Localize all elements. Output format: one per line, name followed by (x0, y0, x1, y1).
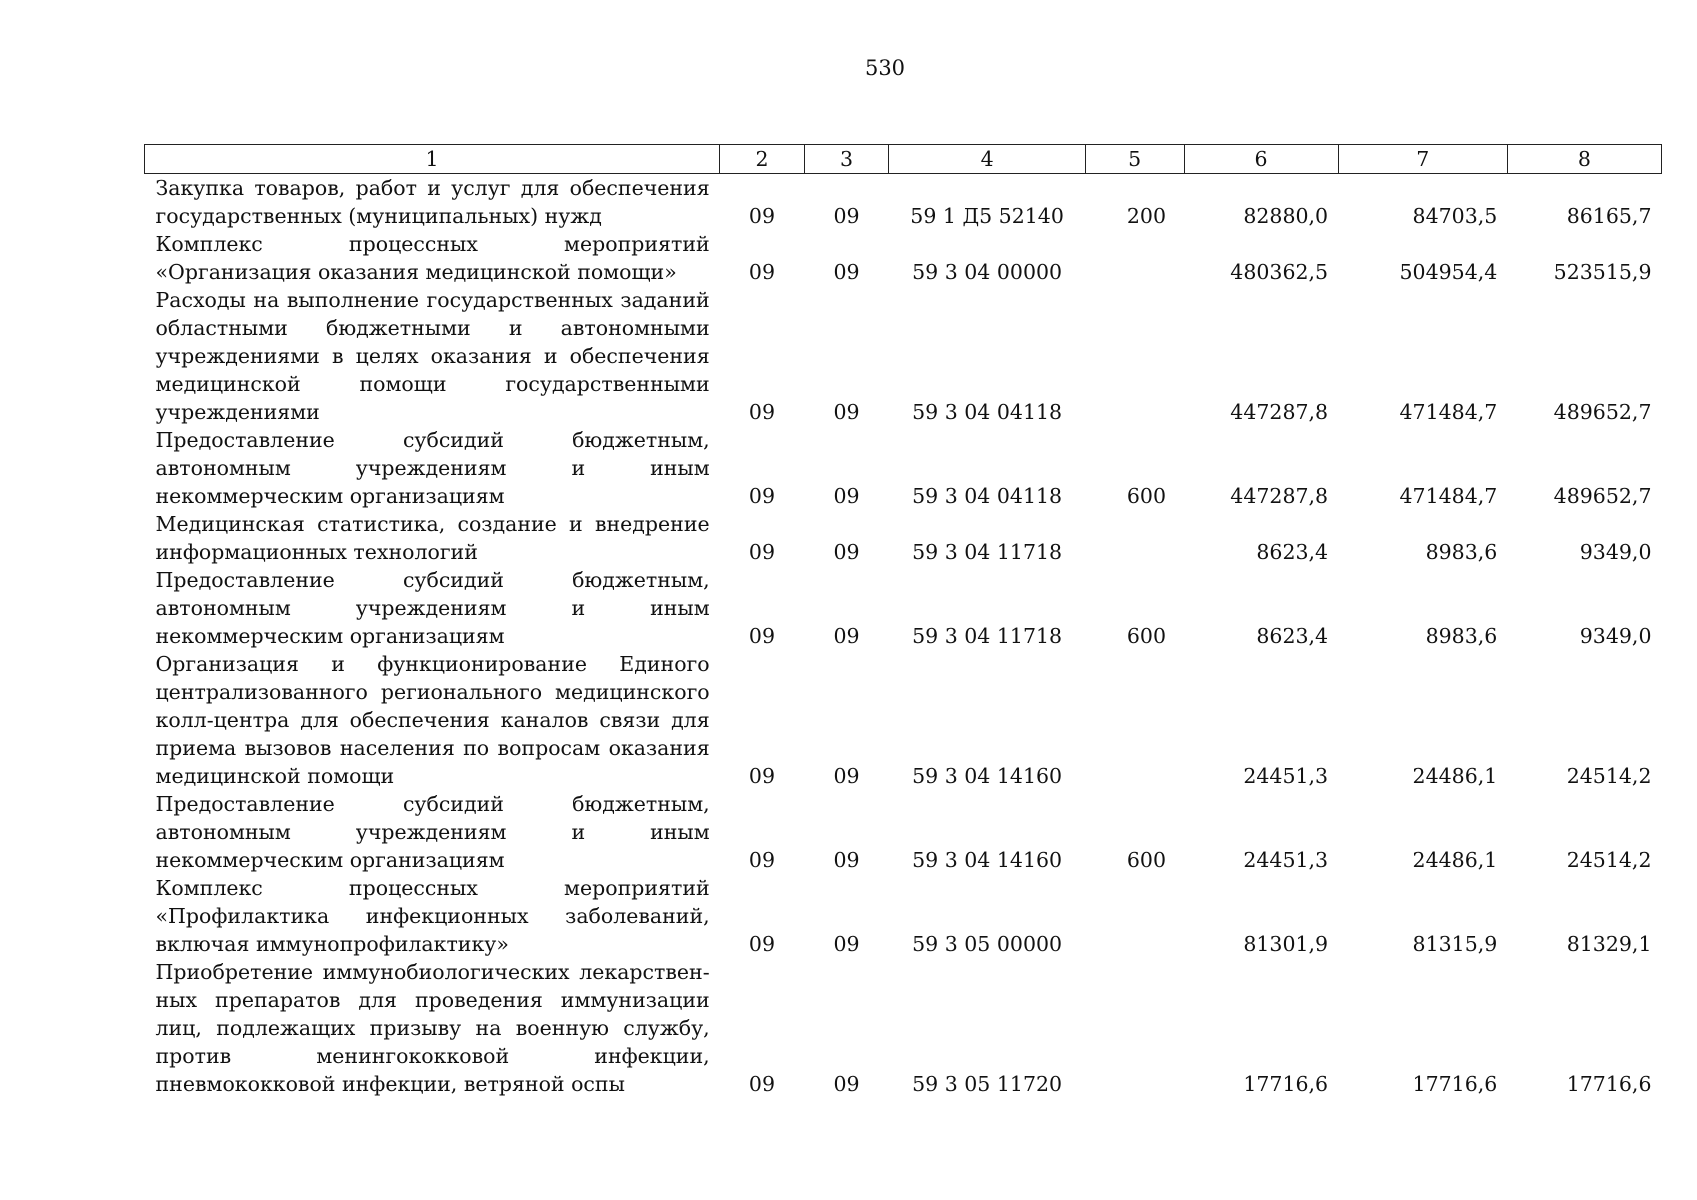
row-expense-type (1085, 874, 1184, 958)
column-header: 1 (145, 145, 720, 174)
row-name: Закупка товаров, работ и услуг для обеспечения государственных (муниципальных) нужд (155, 176, 710, 228)
row-amount-3: 86165,7 (1566, 204, 1652, 228)
row-section: 09 (748, 932, 775, 956)
row-amount-1: 17716,6 (1243, 1072, 1329, 1096)
row-section: 09 (748, 204, 775, 228)
row-amount-2: 84703,5 (1412, 204, 1498, 228)
table-row (145, 566, 1662, 650)
row-subsection: 09 (833, 932, 860, 956)
table-row (145, 230, 1662, 286)
row-name: Предоставление субсидий бюджетным, автономным учреждениям и иным некоммерческим организациям (155, 428, 710, 508)
row-section: 09 (748, 540, 775, 564)
row-target-item: 59 3 04 00000 (912, 260, 1063, 284)
row-amount-2: 504954,4 (1399, 260, 1498, 284)
row-subsection: 09 (833, 1072, 860, 1096)
row-target-item: 59 3 04 04118 (912, 484, 1063, 508)
table-row (145, 174, 1662, 231)
row-target-item: 59 3 04 11718 (912, 540, 1063, 564)
row-amount-1: 8623,4 (1256, 540, 1329, 564)
column-header: 6 (1184, 145, 1338, 174)
row-amount-1: 24451,3 (1243, 764, 1329, 788)
row-expense-type: 600 (1126, 848, 1166, 872)
row-subsection: 09 (833, 848, 860, 872)
row-amount-2: 24486,1 (1412, 764, 1498, 788)
row-amount-1: 447287,8 (1230, 400, 1329, 424)
row-amount-2: 17716,6 (1412, 1072, 1498, 1096)
row-amount-3: 81329,1 (1566, 932, 1652, 956)
row-amount-3: 489652,7 (1553, 400, 1652, 424)
column-header: 7 (1338, 145, 1507, 174)
row-amount-3: 9349,0 (1579, 624, 1652, 648)
row-target-item: 59 3 05 00000 (912, 932, 1063, 956)
row-section: 09 (748, 484, 775, 508)
row-target-item: 59 1 Д5 52140 (910, 204, 1064, 228)
row-subsection: 09 (833, 204, 860, 228)
row-amount-3: 17716,6 (1566, 1072, 1652, 1096)
row-name: Предоставление субсидий бюджетным, автономным учреждениям и иным некоммерческим организациям (155, 568, 710, 648)
row-amount-3: 523515,9 (1553, 260, 1652, 284)
row-amount-1: 8623,4 (1256, 624, 1329, 648)
table-row (145, 790, 1662, 874)
row-name: Медицинская статистика, создание и внедрение информационных технологий (155, 512, 710, 564)
row-name: Предоставление субсидий бюджетным, автономным учреждениям и иным некоммерческим организациям (155, 792, 710, 872)
row-name: Организация и функционирование Единого централизованного регионального медицинского колл-центра для обеспечения каналов связи для приема вызовов населения по вопросам оказания медицинской помощи (155, 652, 710, 788)
table-row (145, 650, 1662, 790)
row-name: Комплекс процессных мероприятий «Профилактика инфекционных заболеваний, включая иммунопрофилактику» (155, 876, 710, 956)
table-header-row (145, 145, 1662, 174)
row-subsection: 09 (833, 484, 860, 508)
row-amount-1: 480362,5 (1230, 260, 1329, 284)
row-amount-3: 489652,7 (1553, 484, 1652, 508)
table-row (145, 874, 1662, 958)
row-target-item: 59 3 04 04118 (912, 400, 1063, 424)
row-amount-3: 24514,2 (1566, 764, 1652, 788)
column-header: 5 (1085, 145, 1184, 174)
row-section: 09 (748, 400, 775, 424)
row-expense-type (1085, 650, 1184, 790)
table-row (145, 958, 1662, 1098)
row-subsection: 09 (833, 624, 860, 648)
column-header: 4 (889, 145, 1085, 174)
row-section: 09 (748, 260, 775, 284)
row-target-item: 59 3 05 11720 (912, 1072, 1063, 1096)
row-amount-2: 8983,6 (1425, 624, 1498, 648)
table-row (145, 426, 1662, 510)
row-amount-1: 447287,8 (1230, 484, 1329, 508)
table-row (145, 510, 1662, 566)
row-amount-2: 8983,6 (1425, 540, 1498, 564)
column-header: 3 (804, 145, 889, 174)
row-subsection: 09 (833, 540, 860, 564)
row-target-item: 59 3 04 14160 (912, 848, 1063, 872)
row-amount-1: 82880,0 (1243, 204, 1329, 228)
row-expense-type: 600 (1126, 484, 1166, 508)
row-expense-type (1085, 510, 1184, 566)
row-section: 09 (748, 764, 775, 788)
row-subsection: 09 (833, 400, 860, 424)
row-expense-type: 200 (1126, 204, 1166, 228)
row-subsection: 09 (833, 260, 860, 284)
row-amount-3: 24514,2 (1566, 848, 1652, 872)
row-name: Приобретение иммунобиологических лекарственных препаратов для проведения иммунизации лиц, подлежащих призыву на военную службу, против менингококковой инфекции, пневмококковой инфекции, ветряной оспы (155, 960, 710, 1096)
row-name: Комплекс процессных мероприятий «Организация оказания медицинской помощи» (155, 232, 710, 284)
row-amount-3: 9349,0 (1579, 540, 1652, 564)
page-number: 530 (864, 56, 906, 80)
row-subsection: 09 (833, 764, 860, 788)
row-amount-2: 24486,1 (1412, 848, 1498, 872)
row-expense-type (1085, 230, 1184, 286)
row-section: 09 (748, 848, 775, 872)
row-amount-1: 81301,9 (1243, 932, 1329, 956)
row-amount-2: 81315,9 (1412, 932, 1498, 956)
row-section: 09 (748, 624, 775, 648)
row-expense-type (1085, 286, 1184, 426)
row-expense-type (1085, 958, 1184, 1098)
column-header: 2 (720, 145, 805, 174)
table-row (145, 286, 1662, 426)
row-target-item: 59 3 04 11718 (912, 624, 1063, 648)
budget-table (144, 144, 1662, 1098)
row-amount-1: 24451,3 (1243, 848, 1329, 872)
row-name: Расходы на выполнение государственных заданий областными бюджетными и автономными учреждениями в целях оказания и обеспечения медицинской помощи государственными учреждениями (155, 288, 710, 424)
row-amount-2: 471484,7 (1399, 400, 1498, 424)
row-target-item: 59 3 04 14160 (912, 764, 1063, 788)
column-header: 8 (1507, 145, 1661, 174)
row-expense-type: 600 (1126, 624, 1166, 648)
row-section: 09 (748, 1072, 775, 1096)
row-amount-2: 471484,7 (1399, 484, 1498, 508)
